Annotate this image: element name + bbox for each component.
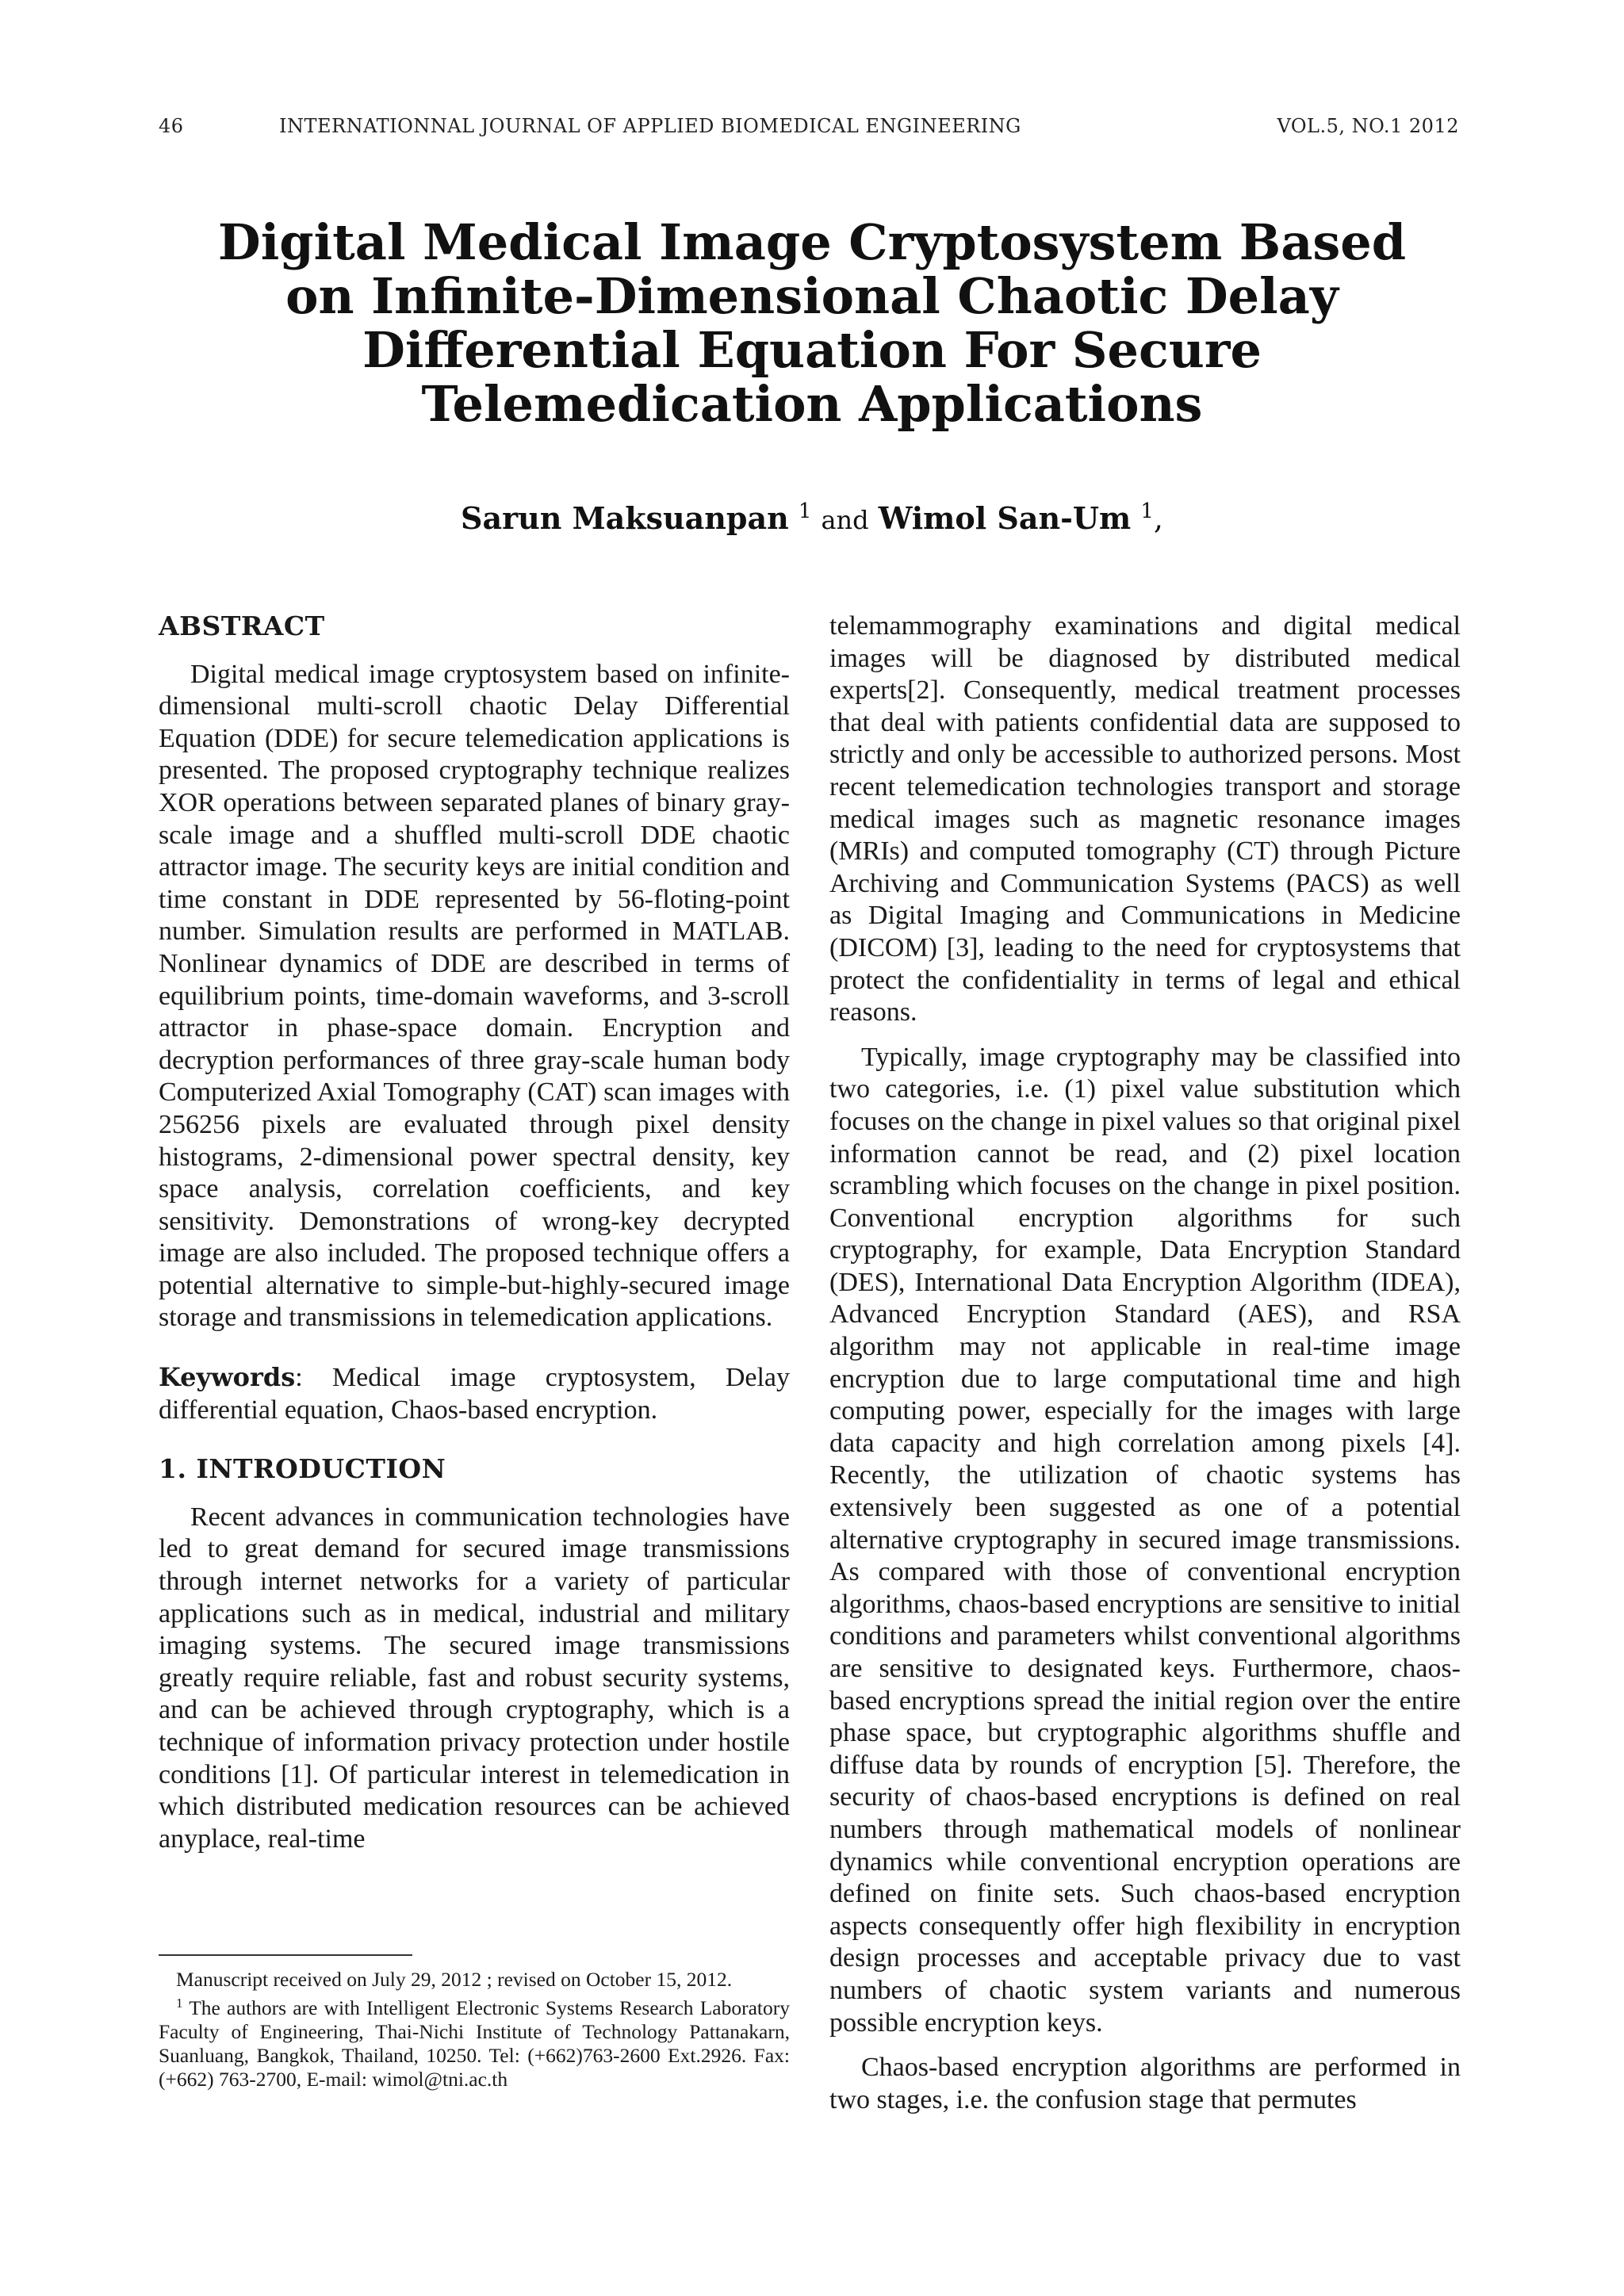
volume-issue: VOL.5, NO.1 2012 [1277, 115, 1459, 137]
author-affiliation-mark: 1 [798, 499, 812, 523]
left-column [159, 610, 790, 1855]
author-affiliation-mark: 1 [1140, 499, 1154, 523]
running-head [159, 115, 1459, 142]
paper-title [95, 213, 1529, 433]
footnote-affiliation-text: The authors are with Intelligent Electronic Systems Research Laboratory Faculty of Engineering, Thai-Nichi Institute of Technology Pattanakarn, Suanluang, Bangkok, Thailand, 10250. Tel: (+662)763-2600 Ext.2926. Fax: (+662) 763-2700, E-mail: wimol@tni.ac.th [159, 1996, 790, 2091]
footnotes [159, 1968, 790, 2091]
keywords-text: : Medical image cryptosystem, Delay differential equation, Chaos-based encryption. [159, 1363, 790, 1425]
author-trailing-comma: , [1153, 501, 1163, 536]
intro-paragraph-2: Typically, image cryptography may be classified into two categories, i.e. (1) pixel value substitution which focuses on the change in pixel values so that original pixel information cannot be read, and (2) pixel location scrambling which focuses on the change in pixel position. Conventional encryption algorithms for such cryptography, for example, Data Encryption Standard (DES), International Data Encryption Algorithm (IDEA), Advanced Encryption Standard (AES), and RSA algorithm may not applicable in real-time image encryption due to large computational time and high computing power, especially for the images with large data capacity and high correlation among pixels [4]. Recently, the utilization of chaotic systems has extensively been suggested as one of a potential alternative cryptography in secured image transmissions. As compared with those of conventional encryption algorithms, chaos-based encryptions are sensitive to initial conditions and parameters whilst conventional algorithms are sensitive to designated keys. Furthermore, chaos-based encryptions spread the initial region over the entire phase space, but cryptographic algorithms shuffle and diffuse data by rounds of encryption [5]. Therefore, the security of chaos-based encryptions is defined on real numbers through mathematical models of nonlinear dynamics while conventional encryption operations are defined on finite sets. Such chaos-based encryption aspects consequently offer high flexibility in encryption design processes and acceptable privacy due to vast numbers of chaotic system variants and numerous possible encryption keys. [829, 1042, 1461, 2038]
abstract-text: Digital medical image cryptosystem based on infinite-dimensional multi-scroll chaotic Delay Differential Equation (DDE) for secure telemedication applications is presented. The proposed cryptography technique realizes XOR operations between separated planes of binary gray-scale image and a shuffled multi-scroll DDE chaotic attractor image. The security keys are initial condition and time constant in DDE represented by 56-floting-point number. Simulation results are performed in MATLAB. Nonlinear dynamics of DDE are described in terms of equilibrium points, time-domain waveforms, and 3-scroll attractor in phase-space domain. Encryption and decryption performances of three gray-scale human body Computerized Axial Tomography (CAT) scan images with 256256 pixels are evaluated through pixel density histograms, 2-dimensional power spectral density, key space analysis, correlation coefficients, and key sensitivity. Demonstrations of wrong-key decrypted image are also included. The proposed technique offers a potential alternative to simple-but-highly-secured image storage and transmissions in telemedication applications. [159, 659, 790, 1333]
title-line-2: on Infinite-Dimensional Chaotic Delay [285, 267, 1339, 325]
author-name: Wimol San-Um [878, 500, 1132, 536]
intro-paragraph-1-continued: telemammography examinations and digital medical images will be diagnosed by distributed medical experts[2]. Consequently, medical treatment processes that deal with patients confidential data are supposed to strictly and only be accessible to authorized persons. Most recent telemedication technologies transport and storage medical images such as magnetic resonance images (MRIs) and computed tomography (CT) through Picture Archiving and Communication Systems (PACS) as well as Digital Imaging and Communications in Medicine (DICOM) [3], leading to the need for cryptosystems that protect the confidentiality in terms of legal and ethical reasons. [829, 611, 1461, 1027]
author-name: Sarun Maksuanpan [461, 500, 789, 536]
title-line-1: Digital Medical Image Cryptosystem Based [217, 213, 1407, 271]
intro-paragraph-1: Recent advances in communication technologies have led to great demand for secured image transmissions through internet networks for a variety of particular applications such as in medical, industrial and military imaging systems. The secured image transmissions greatly require reliable, fast and robust security systems, and can be achieved through cryptography, which is a technique of information privacy protection under hostile conditions [1]. Of particular interest in telemedication in which distributed medication resources can be achieved anyplace, real-time [159, 1502, 790, 1854]
footnote-received: Manuscript received on July 29, 2012 ; revised on October 15, 2012. [176, 1968, 733, 1991]
right-column [829, 610, 1461, 2116]
author-line [0, 499, 1624, 536]
keywords-label: Keywords [159, 1362, 296, 1393]
intro-paragraph-3: Chaos-based encryption algorithms are performed in two stages, i.e. the confusion stage that permutes [829, 2053, 1461, 2114]
footnote-affiliation [159, 1992, 790, 2091]
footnote-mark: 1 [176, 1996, 183, 2011]
page-number: 46 [159, 115, 184, 137]
keywords [159, 1361, 790, 1426]
title-line-4: Telemedication Applications [421, 375, 1203, 433]
abstract-heading: ABSTRACT [159, 610, 325, 641]
author-conjunction: and [821, 505, 869, 535]
journal-name: INTERNATIONNAL JOURNAL OF APPLIED BIOMEDICAL ENGINEERING [279, 115, 1021, 137]
footnote-rule [159, 1954, 412, 1956]
introduction-heading: 1. INTRODUCTION [159, 1453, 446, 1485]
title-line-3: Differential Equation For Secure [362, 321, 1262, 379]
